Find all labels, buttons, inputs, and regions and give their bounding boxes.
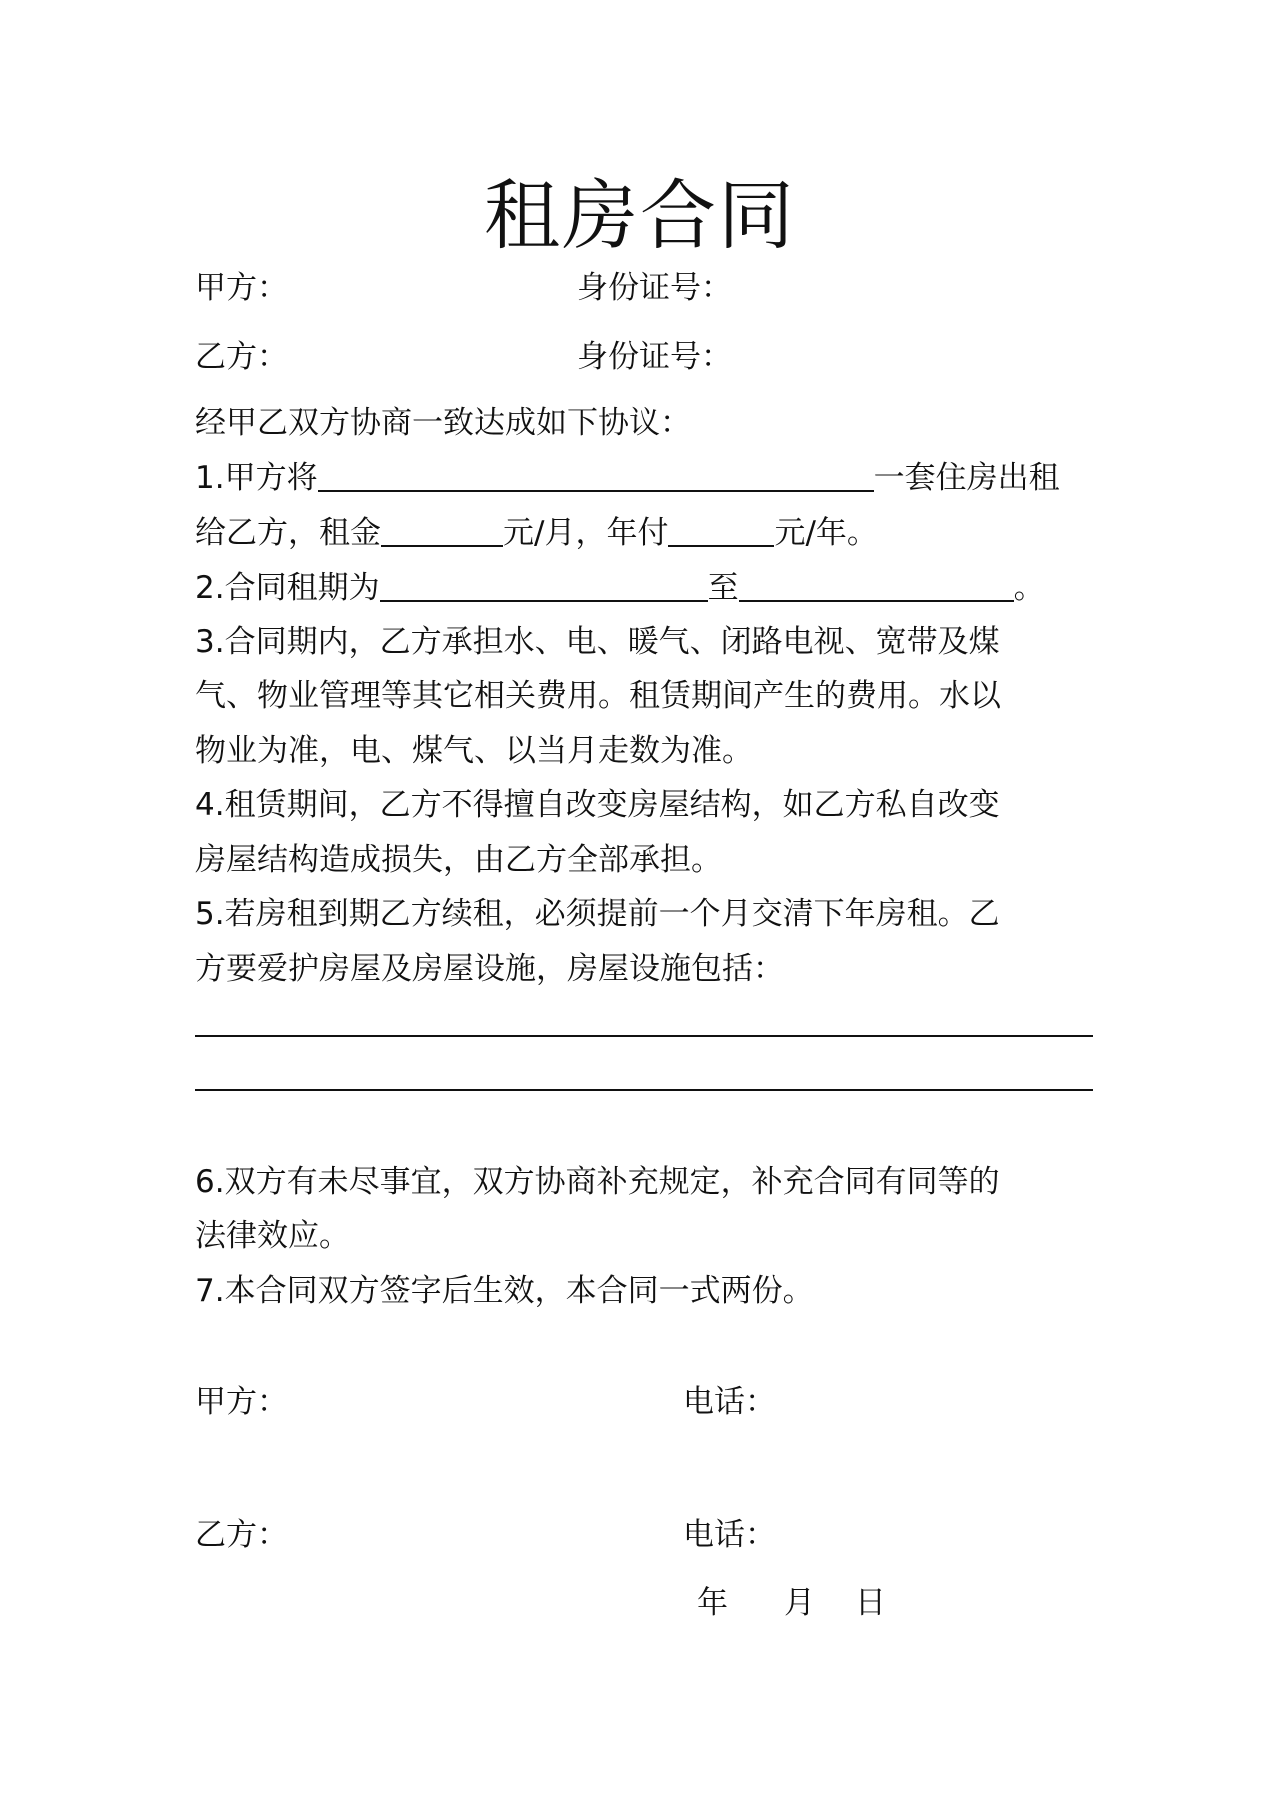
clause-6-line-2: 法律效应。 (195, 1218, 350, 1254)
party-a-label: 甲方： (195, 270, 288, 306)
clause-2-text-b: 至 (707, 570, 739, 606)
lease-end-blank (739, 570, 1014, 602)
clause-1-text-a: 1.甲方将 (195, 460, 318, 496)
clause-1-text-c: 给乙方，租金 (195, 515, 381, 551)
intro-text: 经甲乙双方协商一致达成如下协议： (195, 405, 691, 441)
clause-5-line-2: 方要爱护房屋及房屋设施，房屋设施包括： (195, 951, 784, 987)
clause-3-line-2: 气、物业管理等其它相关费用。租赁期间产生的费用。水以 (195, 678, 1001, 714)
clause-6-line-1: 6.双方有未尽事宜，双方协商补充规定，补充合同有同等的 (195, 1164, 1000, 1200)
clause-5-line-1: 5.若房租到期乙方续租，必须提前一个月交清下年房租。乙 (195, 896, 1000, 932)
lease-start-blank (380, 570, 708, 602)
clause-1-text-d: 元/月，年付 (503, 515, 669, 551)
party-a-id-label: 身份证号： (577, 270, 732, 306)
clause-2-line (195, 568, 1045, 608)
signature-party-a-phone-label: 电话： (683, 1384, 776, 1420)
clause-1-text-b: 一套住房出租 (873, 460, 1060, 496)
clause-2-text-a: 2.合同租期为 (195, 570, 380, 606)
annual-rent-blank (668, 515, 774, 547)
document-title: 租房合同 (484, 171, 796, 260)
party-b-id-label: 身份证号： (577, 339, 732, 375)
clause-4-line-1: 4.租赁期间，乙方不得擅自改变房屋结构，如乙方私自改变 (195, 787, 1000, 823)
date-month-label: 月 (784, 1585, 815, 1621)
clause-1-line-1 (195, 458, 1060, 498)
clause-3-line-3: 物业为准，电、煤气、以当月走数为准。 (195, 733, 753, 769)
signature-party-a-label: 甲方： (195, 1384, 288, 1420)
signature-party-b-phone-label: 电话： (683, 1517, 776, 1553)
party-b-label: 乙方： (195, 339, 288, 375)
clause-4-line-2: 房屋结构造成损失，由乙方全部承担。 (195, 842, 722, 878)
signature-party-b-label: 乙方： (195, 1517, 288, 1553)
clause-7-line: 7.本合同双方签字后生效，本合同一式两份。 (195, 1273, 814, 1309)
clause-2-text-c: 。 (1013, 570, 1045, 606)
clause-1-line-2 (195, 513, 878, 553)
facilities-blank-line-2 (195, 1089, 1093, 1091)
clause-3-line-1: 3.合同期内，乙方承担水、电、暖气、闭路电视、宽带及煤 (195, 624, 1000, 660)
property-address-blank (318, 460, 874, 492)
date-year-label: 年 (697, 1585, 728, 1621)
date-day-label: 日 (855, 1585, 886, 1621)
facilities-blank-line-1 (195, 1035, 1093, 1037)
monthly-rent-blank (381, 515, 503, 547)
clause-1-text-e: 元/年。 (774, 515, 878, 551)
